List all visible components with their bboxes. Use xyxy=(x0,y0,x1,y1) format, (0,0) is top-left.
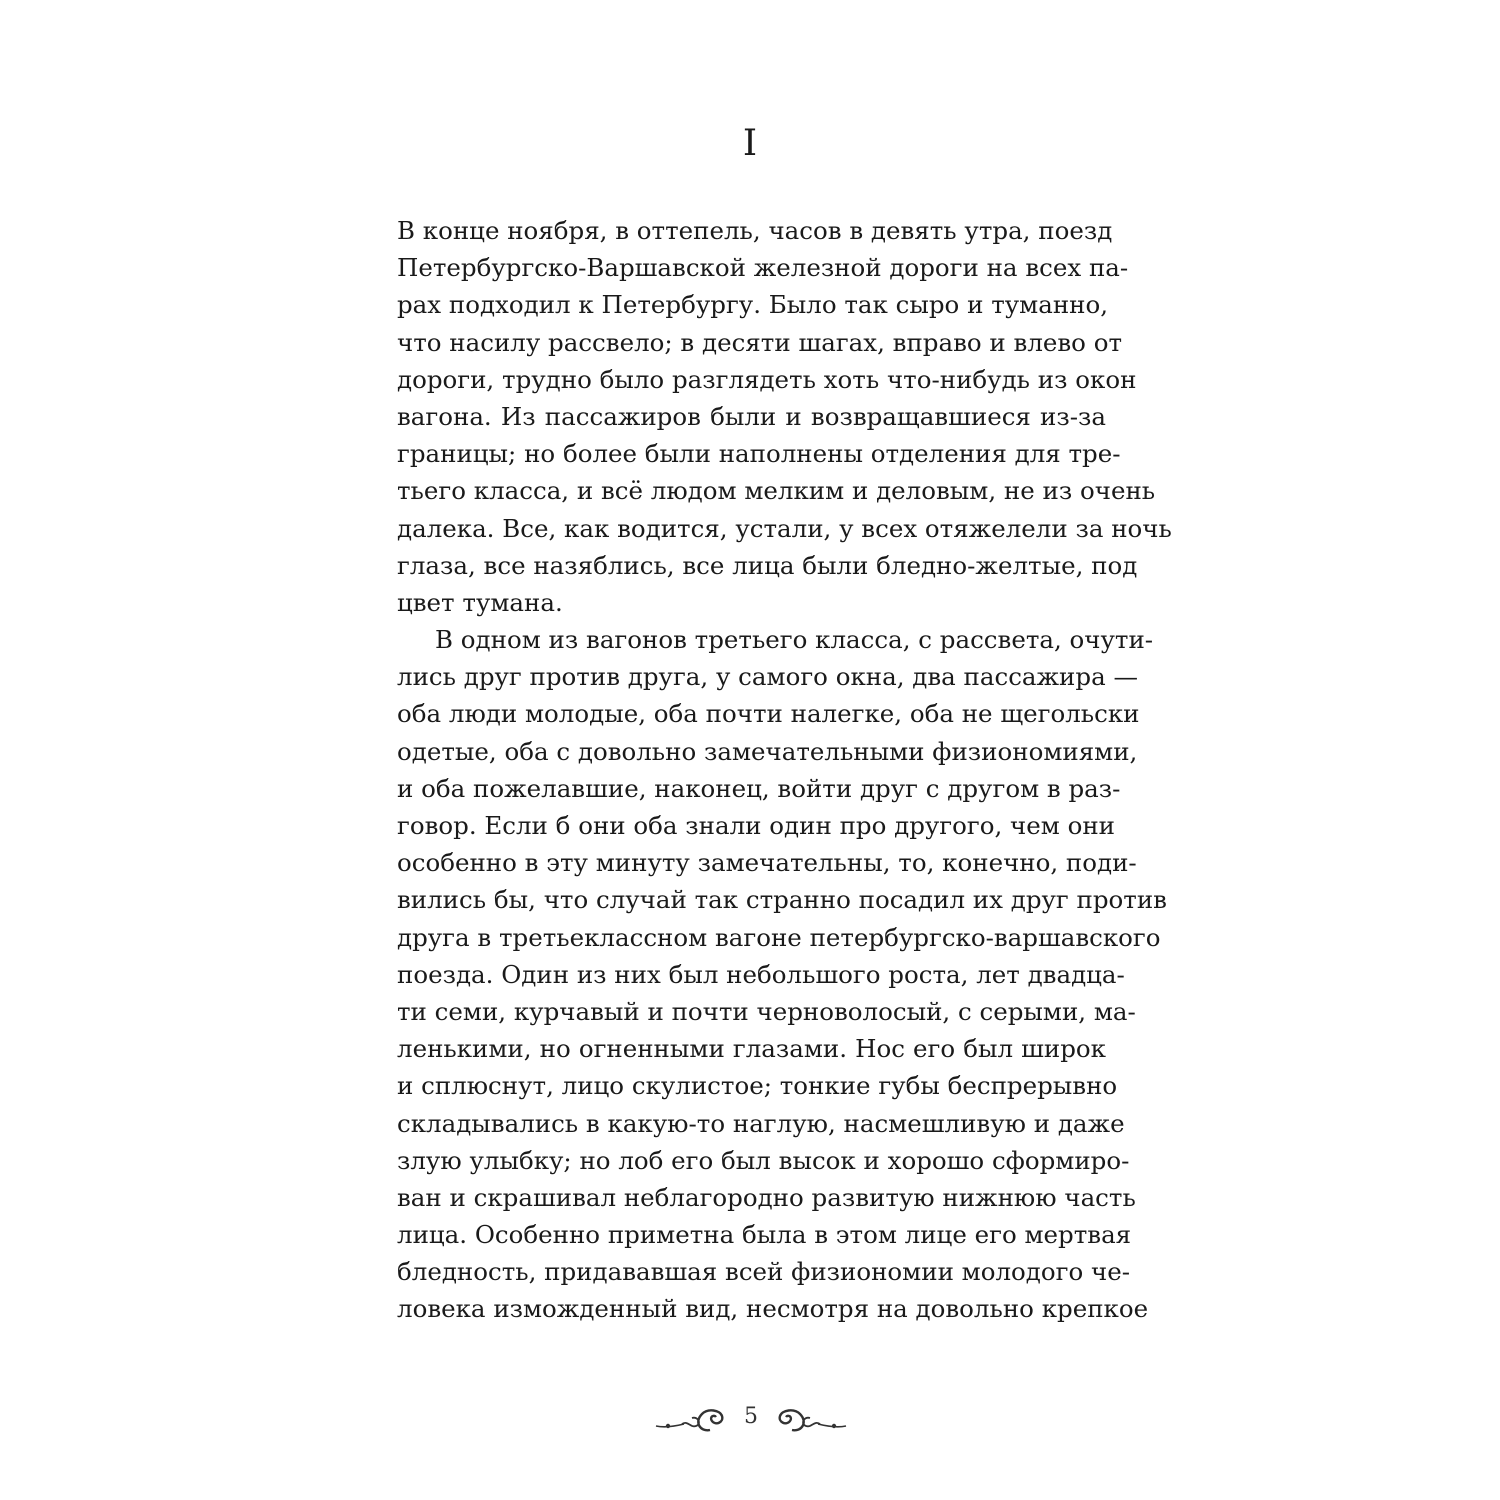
text-line: цвет тумана. xyxy=(397,587,563,617)
text-line: глаза, все назяблись, все лица были бледно-желтые, под xyxy=(397,550,1138,580)
text-line: злую улыбку; но лоб его был высок и хорошо сформиро- xyxy=(397,1145,1130,1175)
text-line: и сплюснут, лицо скулистое; тонкие губы беспрерывно xyxy=(397,1071,1118,1101)
text-line: и оба пожелавшие, наконец, войти друг с другом в раз- xyxy=(397,773,1121,803)
text-line: В конце ноября, в оттепель, часов в девять утра, поезд xyxy=(397,216,1113,245)
text-line: бледность, придававшая всей физиономии молодого че- xyxy=(397,1257,1130,1287)
text-line: дороги, трудно было разглядеть хоть что-нибудь из окон xyxy=(397,364,1137,394)
text-line: одетые, оба с довольно замечательными физиономиями, xyxy=(397,736,1138,766)
flourish-right-icon xyxy=(770,1404,848,1438)
text-line: говор. Если б они оба знали один про другого, чем они xyxy=(397,811,1116,840)
page-number: 5 xyxy=(744,1404,758,1429)
chapter-heading: I xyxy=(742,123,758,164)
text-line: рах подходил к Петербургу. Было так сыро и туманно, xyxy=(397,290,1109,320)
text-line: особенно в эту минуту замечательны, то, конечно, поди- xyxy=(397,848,1137,878)
page-footer xyxy=(0,1398,1500,1442)
text-line: что насилу рассвело; в десяти шагах, вправо и влево от xyxy=(397,327,1123,357)
text-line: ленькими, но огненными глазами. Нос его был широк xyxy=(397,1034,1106,1064)
text-line: Петербургско-Варшавской железной дороги на всех па- xyxy=(397,253,1129,283)
text-line: друга в третьеклассном вагоне петербургско-варшавского xyxy=(397,922,1161,952)
text-line: ван и скрашивал неблагородно развитую нижнюю часть xyxy=(397,1182,1136,1212)
text-line: складывались в какую-то наглую, насмешливую и даже xyxy=(397,1108,1125,1138)
text-line: тьего класса, и всё людом мелким и деловым, не из очень xyxy=(397,476,1156,506)
flourish-left-icon xyxy=(654,1404,732,1438)
text-line: лица. Особенно приметна была в этом лице его мертвая xyxy=(397,1220,1132,1250)
text-line: далека. Все, как водится, устали, у всех отяжелели за ночь xyxy=(397,513,1172,543)
text-line: лись друг против друга, у самого окна, два пассажира — xyxy=(397,662,1138,692)
text-line: границы; но более были наполнены отделения для тре- xyxy=(397,439,1121,469)
text-line: вились бы, что случай так странно посадил их друг против xyxy=(397,885,1167,915)
text-line: ти семи, курчавый и почти черноволосый, с серыми, ма- xyxy=(397,996,1136,1026)
text-line: вагона. Из пассажиров были и возвращавшиеся из-за xyxy=(397,401,1106,431)
text-line: поезда. Один из них был небольшого роста, лет двадца- xyxy=(397,959,1125,989)
text-line: ловека изможденный вид, несмотря на довольно крепкое xyxy=(397,1294,1149,1324)
text-line: В одном из вагонов третьего класса, с рассвета, очути- xyxy=(435,625,1154,655)
text-line: оба люди молодые, оба почти налегке, оба не щегольски xyxy=(397,699,1140,729)
body-text xyxy=(397,212,1172,1328)
